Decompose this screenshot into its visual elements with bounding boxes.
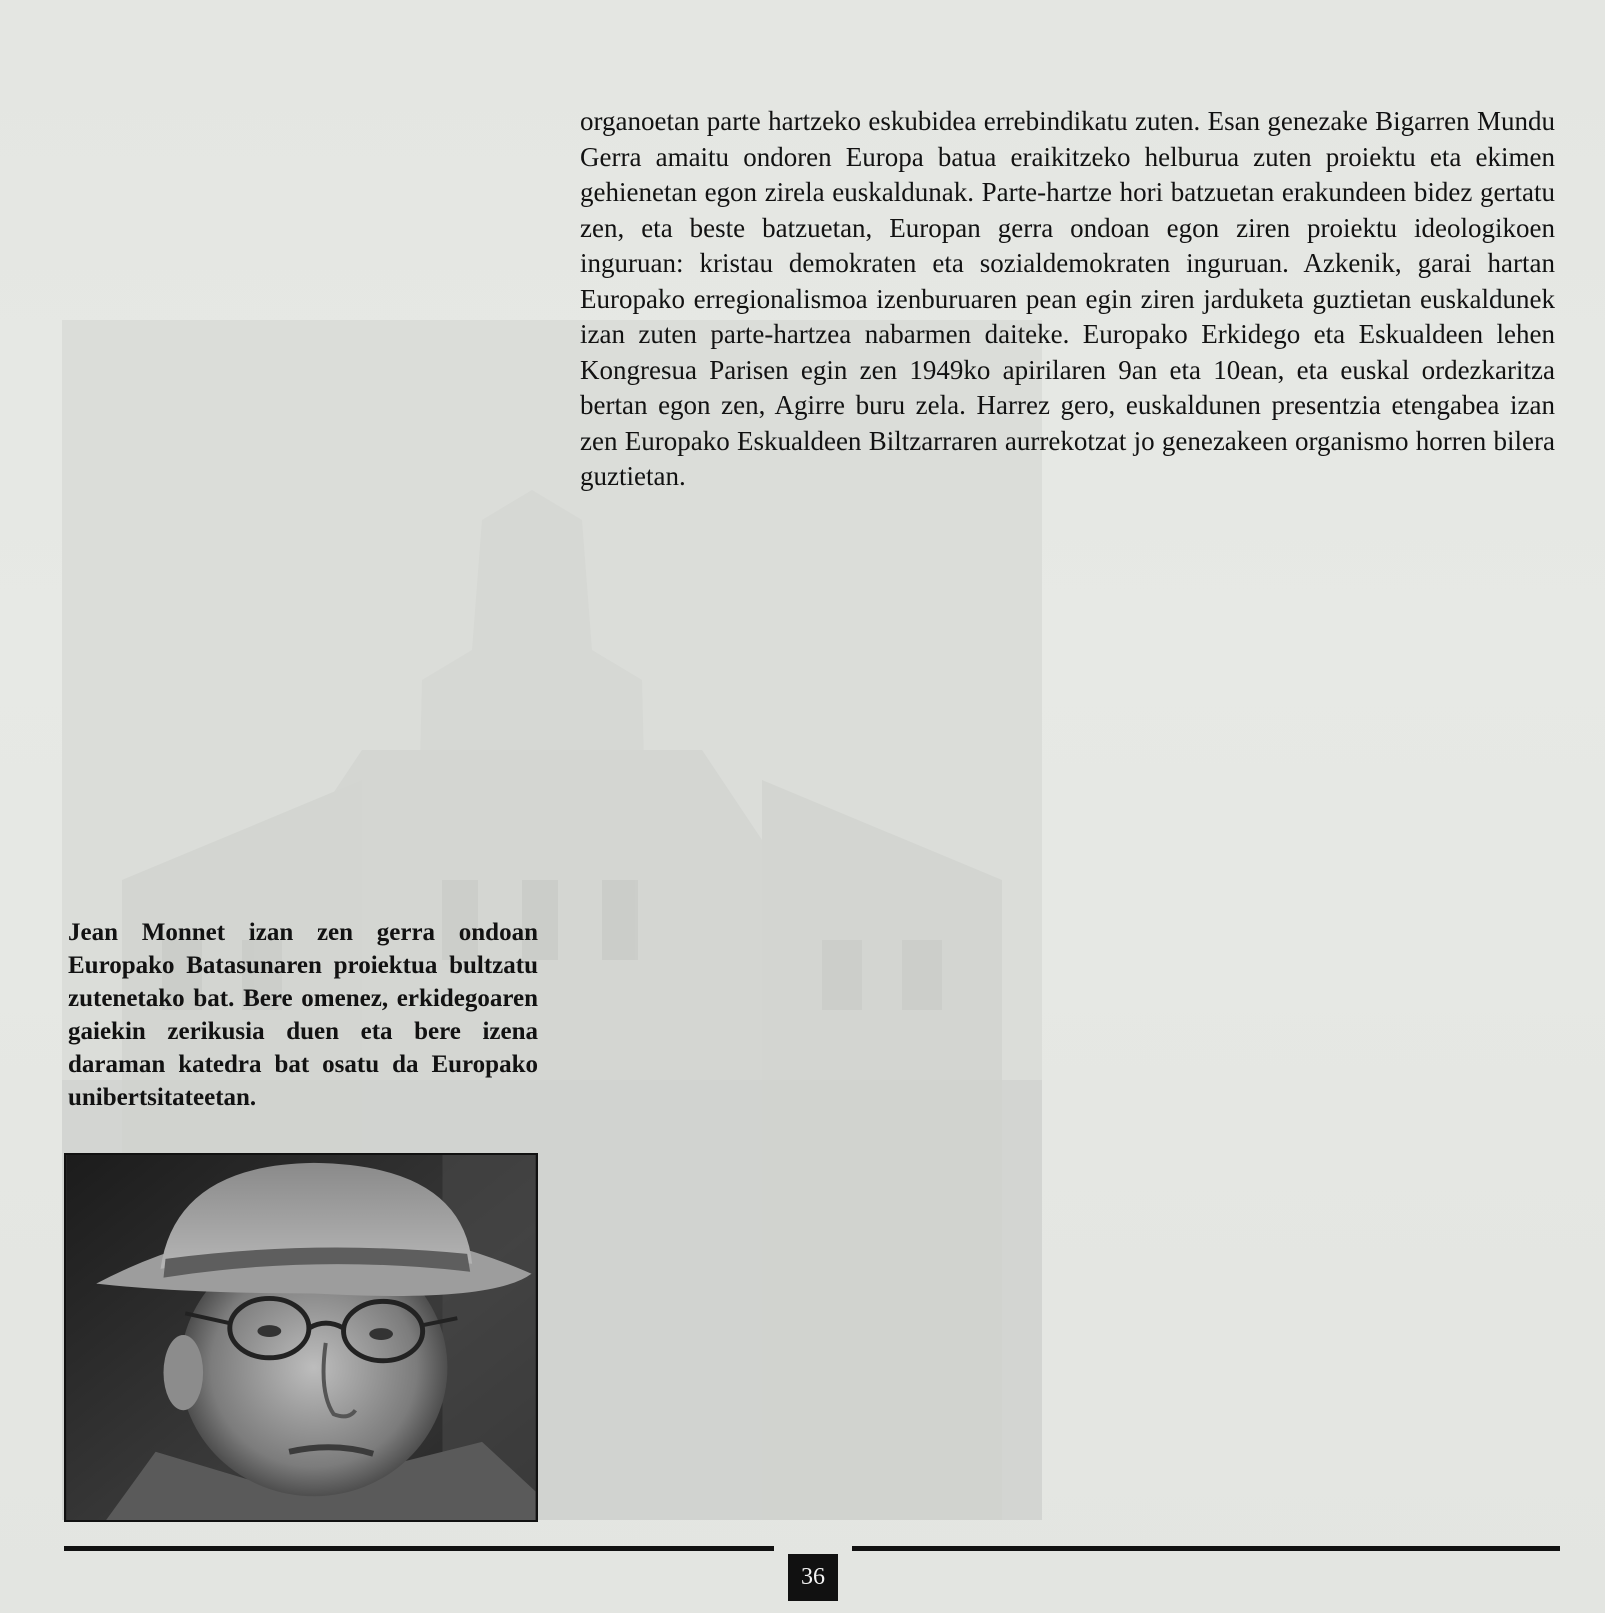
footer-rule-left bbox=[64, 1546, 774, 1551]
portrait-photo bbox=[64, 1153, 538, 1522]
footer-rule-right bbox=[852, 1546, 1560, 1551]
body-paragraph: organoetan parte hartzeko eskubidea errebindikatu zuten. Esan genezake Bigarren Mundu Gerra amaitu ondoren Europa batua eraikitzeko helburua zuten proiektu eta ekimen gehienetan egon zirela euskaldunak. Parte-hartze hori batzuetan erakundeen bidez gertatu zen, eta beste batzuetan, Europan gerra ondoan egon ziren proiektu ideologikoen inguruan: kristau demokraten eta sozialdemokraten inguruan. Azkenik, garai hartan Europako erregionalismoa izenburuaren pean egin ziren jarduketa guztietan euskaldunek izan zuten parte-hartzea nabarmen daiteke. Europako Erkidego eta Eskualdeen lehen Kongresua Parisen egin zen 1949ko apirilaren 9an eta 10ean, eta euskal ordezkaritza bertan egon zen, Agirre buru zela. Harrez gero, euskaldunen presentzia etengabea izan zen Europako Eskualdeen Biltzarraren aurrekotzat jo genezakeen organismo horren bilera guztietan. bbox=[580, 106, 1555, 491]
photo-caption: Jean Monnet izan zen gerra ondoan Europako Batasunaren proiektua bultzatu zutenetako bat. Bere omenez, erkidegoaren gaiekin zerikusia duen eta bere izena daraman katedra bat osatu da Europako unibertsitateetan. bbox=[68, 919, 538, 1111]
page-number: 36 bbox=[788, 1554, 838, 1601]
